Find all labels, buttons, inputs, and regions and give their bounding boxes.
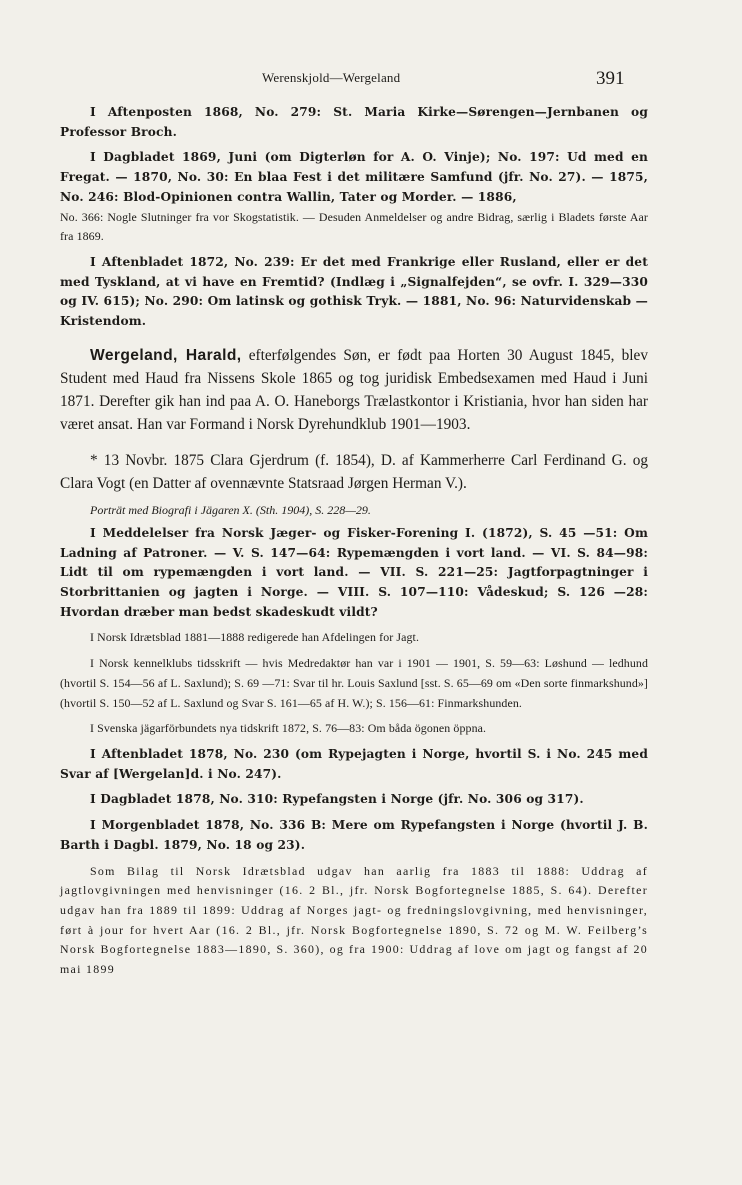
work-meddelelser: I Meddelelser fra Norsk Jæger- og Fisker-Forening I. (1872), S. 45 —51: Om Ladning af Patroner. — V. S. 147—64: Rypemængden i vort land. — VI. S. 84—98: Lidt til om rypemængden i vort land. — VII. S. 221—25: Jagtforpagtninger i Storbrittanien og jagten i Norge. — VIII. S. 107—110: Vådeskud; S. 126 —28: Hvordan dræber man bedst skadeskudt vildt? [60, 525, 648, 619]
entry-aftenbladet-1872: I Aftenbladet 1872, No. 239: Er det med Frankrige eller Rusland, eller er det med Tyskland, at vi have en Fremtid? (Indlæg i „Signalfejden“, se ovfr. I. 329—330 og IV. 615); No. 290: Om latinsk og gothisk Tryk. — 1881, No. 96: Naturvidenskab — Kristendom. [60, 254, 648, 329]
work-morgenbladet-1878: I Morgenbladet 1878, No. 336 B: Mere om Rypefangsten i Norge (hvortil J. B. Barth i Dagbl. 1879, No. 18 og 23). [60, 818, 648, 852]
biography-name: Wergeland, Harald, [90, 346, 242, 364]
entry-dagbladet-1869: I Dagbladet 1869, Juni (om Digterløn for A. O. Vinje); No. 197: Ud med en Fregat. — 1870, No. 30: En blaa Fest i det militære Samfund (jfr. No. 27). — 1875, No. 246: Blod-Opinionen contra Wallin, Tater og Morder. — 1886, [60, 150, 648, 204]
work-aftenbladet-1878: I Aftenbladet 1878, No. 230 (om Rypejagten i Norge, hvortil S. i No. 245 med Svar af [Wergelan]d. i No. 247). [60, 746, 648, 781]
page-body [60, 103, 648, 986]
entry-dagbladet-1886: No. 366: Nogle Slutninger fra vor Skogstatistik. — Desuden Anmeldelser og andre Bidrag, særlig i Bladets første Aar fra 1869. [60, 209, 648, 244]
work-kennelklub: I Norsk kennelklubs tidsskrift — hvis Medredaktør han var i 1901 — 1901, S. 59—63: Løshund — ledhund (hvortil S. 154—56 af L. Saxlund); S. 69 —71: Svar til hr. Louis Saxlund [sst. S. 65—69 om «Den sorte finmarkshund»] (hvortil S. 150—52 af L. Saxlund og Svar S. 161—65 af H. W.); S. 156—61: Finmarkshunden. [60, 656, 648, 710]
work-bilag: Som Bilag til Norsk Idrætsblad udgav han aarlig fra 1883 til 1888: Uddrag af jagtlovgivningen med henvisninger (16. 2 Bl., jfr. Norsk Bogfortegnelse 1885, S. 64). Derefter udgav han fra 1889 til 1899: Uddrag af Norges jagt- og fredningslovgivning, med henvisninger, ført à jour for hvert Aar (16. 2 Bl., jfr. Norsk Bogfortegnelse 1890, S. 72 og M. W. Feilberg’s Norsk Bogfortegnelse 1883—1890, S. 360), og fra 1900: Uddrag af love om jagt og fangst af 20 mai 1899 [60, 863, 648, 977]
page-number: 391 [596, 68, 625, 89]
running-title: Werenskjold—Wergeland [262, 70, 401, 85]
biography-paragraph [60, 344, 648, 437]
work-idraetsblad: I Norsk Idrætsblad 1881—1888 redigerede han Afdelingen for Jagt. [90, 630, 420, 645]
page-header [0, 66, 742, 96]
work-jagarforbundet: I Svenska jägarförbundets nya tidskrift 1872, S. 76—83: Om båda ögonen öppna. [90, 721, 487, 736]
entry-aftenposten-1868: I Aftenposten 1868, No. 279: St. Maria Kirke—Sørengen—Jernbanen og Professor Broch. [60, 105, 648, 139]
marriage-paragraph: * 13 Novbr. 1875 Clara Gjerdrum (f. 1854), D. af Kammerherre Carl Ferdinand G. og Clara Vogt (en Datter af ovennævnte Statsraad Jørgen Herman V.). [60, 451, 648, 492]
biography-text: efterfølgendes Søn, er født paa Horten 30 August 1845, blev Student med Haud fra Nissens Skole 1865 og tog juridisk Embedsexamen med Haud i Juni 1871. Derefter gik han ind paa A. O. Haneborgs Trælastkontor i Kristiania, hvor han siden har været ansat. Han var Formand i Norsk Dyrehundklub 1901—1903. [60, 346, 648, 434]
work-dagbladet-1878: I Dagbladet 1878, No. 310: Rypefangsten i Norge (jfr. No. 306 og 317). [90, 792, 584, 807]
portrait-source: Porträt med Biografi i Jägaren X. (Sth. 1904), S. 228—29. [90, 502, 371, 517]
